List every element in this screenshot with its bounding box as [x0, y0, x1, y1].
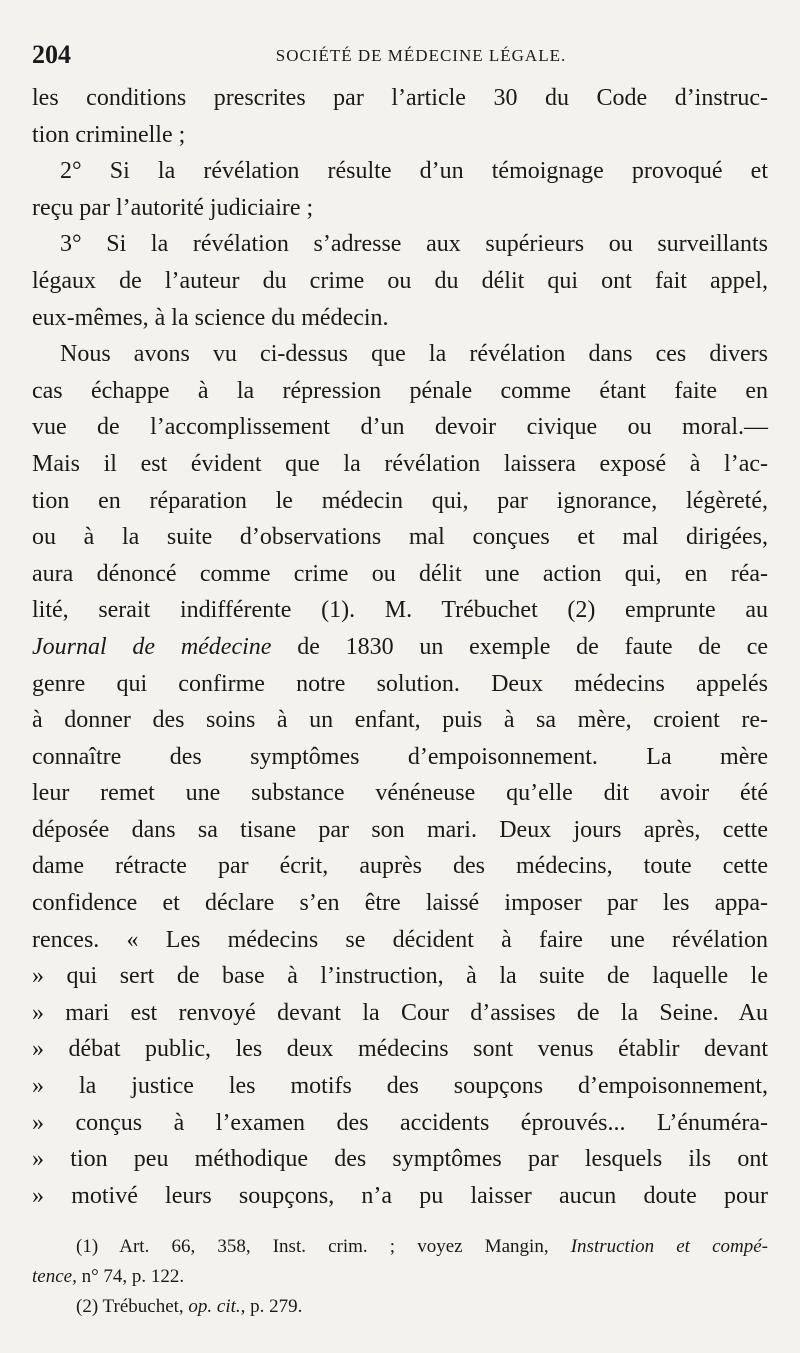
text-line: aura dénoncé comme crime ou délit une action qui, en réa-: [32, 560, 768, 587]
text-line: tion en réparation le médecin qui, par ignorance, légèreté,: [32, 487, 768, 514]
text-line: dame rétracte par écrit, auprès des médecins, toute cette: [32, 853, 768, 880]
footnote-1-cont: [32, 1262, 768, 1292]
text-line-with-italic: [32, 629, 768, 666]
text-line: » la justice les motifs des soupçons d’empoisonnement,: [32, 1073, 768, 1100]
page-header: [32, 40, 770, 74]
text-line: » mari est renvoyé devant la Cour d’assises de la Seine. Au: [32, 999, 768, 1026]
text-line: 3° Si la révélation s’adresse aux supérieurs ou surveillants: [60, 231, 768, 258]
footnote-1-text: (1) Art. 66, 358, Inst. crim. ; voyez Mangin,: [76, 1236, 549, 1257]
footnote-1-italic-cont: tence,: [32, 1266, 77, 1287]
footnotes: [32, 1232, 768, 1322]
text-line: légaux de l’auteur du crime ou du délit qui ont fait appel,: [32, 267, 768, 294]
footnote-1-italic: Instruction et compé-: [570, 1236, 768, 1257]
italic-journal-title: Journal de médecine: [32, 633, 272, 660]
footnote-1: [32, 1232, 768, 1262]
text-line: reçu par l’autorité judiciaire ;: [32, 194, 314, 221]
text-line: connaître des symptômes d’empoisonnement. La mère: [32, 743, 768, 770]
text-line: Nous avons vu ci-dessus que la révélation dans ces divers: [60, 341, 768, 368]
footnote-2-text: (2) Trébuchet,: [76, 1296, 184, 1317]
text-line: lité, serait indifférente (1). M. Trébuchet (2) emprunte au: [32, 597, 768, 624]
text-line: » qui sert de base à l’instruction, à la suite de laquelle le: [32, 963, 768, 990]
text-line: cas échappe à la répression pénale comme étant faite en: [32, 377, 768, 404]
text-line-rest: de 1830 un exemple de faute de ce: [297, 633, 769, 660]
text-line: confidence et déclare s’en être laissé imposer par les appa-: [32, 890, 768, 917]
footnote-2-italic: op. cit.,: [188, 1296, 246, 1317]
text-line: à donner des soins à un enfant, puis à sa mère, croient re-: [32, 707, 768, 734]
text-line: leur remet une substance vénéneuse qu’elle dit avoir été: [32, 780, 768, 807]
text-line: Mais il est évident que la révélation laissera exposé à l’ac-: [32, 450, 768, 477]
text-line: » débat public, les deux médecins sont venus établir devant: [32, 1036, 768, 1063]
footnote-2-page: p. 279.: [250, 1296, 303, 1317]
running-title: SOCIÉTÉ DE MÉDECINE LÉGALE.: [275, 46, 567, 65]
text-line: genre qui confirme notre solution. Deux médecins appelés: [32, 670, 768, 697]
text-line: vue de l’accomplissement d’un devoir civique ou moral.—: [32, 414, 768, 441]
text-line: déposée dans sa tisane par son mari. Deux jours après, cette: [32, 816, 768, 843]
text-line: eux-mêmes, à la science du médecin.: [32, 304, 389, 331]
text-line: ou à la suite d’observations mal conçues et mal dirigées,: [32, 524, 768, 551]
text-line: rences. « Les médecins se décident à faire une révélation: [32, 926, 768, 953]
footnote-2: [32, 1292, 768, 1322]
text-line: les conditions prescrites par l’article 30 du Code d’instruc-: [32, 85, 768, 111]
text-line: » conçus à l’examen des accidents éprouvés... L’énuméra-: [32, 1109, 768, 1136]
footnote-1-text-cont: n° 74, p. 122.: [81, 1266, 185, 1287]
text-line: tion criminelle ;: [32, 121, 186, 148]
text-line: 2° Si la révélation résulte d’un témoignage provoqué et: [60, 158, 768, 185]
page-number: 204: [32, 40, 71, 69]
text-line: » motivé leurs soupçons, n’a pu laisser aucun doute pour: [32, 1182, 768, 1209]
text-line: » tion peu méthodique des symptômes par lesquels ils ont: [32, 1146, 768, 1173]
body-text: [32, 80, 768, 1214]
